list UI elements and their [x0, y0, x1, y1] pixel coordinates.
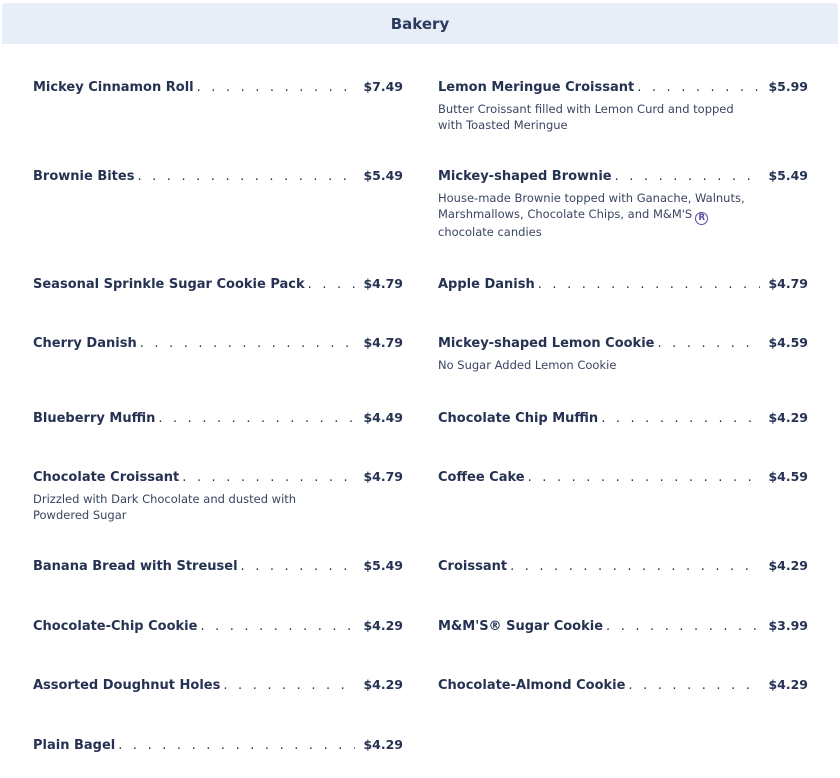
leader-dots: [182, 469, 355, 486]
item-price: $4.59: [768, 469, 808, 484]
menu-item-coffee-cake[interactable]: [438, 468, 808, 486]
leader-dots: [538, 276, 761, 293]
item-price: $4.29: [363, 618, 403, 633]
leader-dots: [657, 335, 760, 352]
item-name: Plain Bagel: [33, 738, 116, 753]
menu-item-seasonal-sprinkle-cookie-pack[interactable]: [33, 275, 403, 293]
item-name: Mickey-shaped Lemon Cookie: [438, 336, 655, 351]
item-name: Chocolate-Almond Cookie: [438, 678, 626, 693]
leader-dots: [606, 618, 760, 635]
item-name: Seasonal Sprinkle Sugar Cookie Pack: [33, 277, 305, 292]
item-name: Chocolate-Chip Cookie: [33, 619, 198, 634]
item-description-text: House-made Brownie topped with Ganache, Walnuts, Marshmallows, Chocolate Chips, and M&M'S: [438, 191, 745, 221]
item-price: $4.29: [768, 558, 808, 573]
item-name: Blueberry Muffin: [33, 411, 156, 426]
item-price: $7.49: [363, 79, 403, 94]
item-name: Cherry Danish: [33, 336, 137, 351]
leader-dots: [137, 168, 355, 185]
menu-item-chocolate-chip-muffin[interactable]: [438, 409, 808, 427]
menu-item-chocolate-croissant[interactable]: [33, 468, 403, 523]
menu-item-mickey-brownie[interactable]: [438, 167, 808, 240]
item-price: $4.79: [363, 469, 403, 484]
item-price: $5.49: [363, 168, 403, 183]
item-name: Coffee Cake: [438, 470, 525, 485]
menu-item-blueberry-muffin[interactable]: [33, 409, 403, 427]
item-price: $5.49: [363, 558, 403, 573]
leader-dots: [223, 677, 355, 694]
menu-item-mickey-lemon-cookie[interactable]: [438, 334, 808, 374]
item-name: Lemon Meringue Croissant: [438, 80, 635, 95]
leader-dots: [601, 410, 760, 427]
item-name: Croissant: [438, 559, 508, 574]
item-description: Butter Croissant filled with Lemon Curd and topped with Toasted Meringue: [438, 102, 734, 132]
item-price: $4.79: [768, 276, 808, 291]
menu-item-plain-bagel[interactable]: [33, 736, 403, 754]
item-price: $4.79: [363, 276, 403, 291]
menu-item-chocolate-chip-cookie[interactable]: [33, 617, 403, 635]
leader-dots: [118, 737, 355, 754]
item-price: $4.29: [768, 677, 808, 692]
item-price: $5.49: [768, 168, 808, 183]
leader-dots: [197, 79, 356, 96]
leader-dots: [200, 618, 355, 635]
item-price: $4.29: [363, 737, 403, 752]
leader-dots: [615, 168, 761, 185]
menu-item-brownie-bites[interactable]: [33, 167, 403, 185]
leader-dots: [510, 558, 760, 575]
item-price: $5.99: [768, 79, 808, 94]
menu-item-chocolate-almond-cookie[interactable]: [438, 676, 808, 694]
item-name: Mickey Cinnamon Roll: [33, 80, 194, 95]
item-name: Mickey-shaped Brownie: [438, 169, 612, 184]
leader-dots: [628, 677, 760, 694]
menu-item-cherry-danish[interactable]: [33, 334, 403, 352]
item-name: Assorted Doughnut Holes: [33, 678, 221, 693]
item-price: $3.99: [768, 618, 808, 633]
item-price: $4.59: [768, 335, 808, 350]
menu-item-mickey-cinnamon-roll[interactable]: [33, 78, 403, 96]
menu-item-mms-sugar-cookie[interactable]: [438, 617, 808, 635]
leader-dots: [637, 79, 760, 96]
item-name: M&M'S® Sugar Cookie: [438, 619, 604, 634]
item-price: $4.79: [363, 335, 403, 350]
item-description: Drizzled with Dark Chocolate and dusted with Powdered Sugar: [33, 492, 297, 522]
item-price: $4.49: [363, 410, 403, 425]
item-name: Banana Bread with Streusel: [33, 559, 238, 574]
section-title: Bakery: [390, 14, 450, 33]
menu-item-lemon-meringue-croissant[interactable]: [438, 78, 808, 133]
menu-item-doughnut-holes[interactable]: [33, 676, 403, 694]
leader-dots: [158, 410, 355, 427]
item-price: $4.29: [363, 677, 403, 692]
bakery-header: [2, 3, 838, 44]
item-name: Apple Danish: [438, 277, 535, 292]
item-name: Chocolate Chip Muffin: [438, 411, 599, 426]
registered-trademark-icon: R: [695, 212, 708, 225]
item-description: No Sugar Added Lemon Cookie: [438, 358, 617, 372]
menu-item-banana-bread[interactable]: [33, 557, 403, 575]
leader-dots: [241, 558, 356, 575]
item-description-text-end: chocolate candies: [438, 224, 542, 239]
menu-item-croissant[interactable]: [438, 557, 808, 575]
item-description: [438, 191, 758, 240]
leader-dots: [528, 469, 761, 486]
leader-dots: [140, 335, 356, 352]
item-name: Chocolate Croissant: [33, 470, 180, 485]
item-name: Brownie Bites: [33, 169, 135, 184]
leader-dots: [308, 276, 356, 293]
item-price: $4.29: [768, 410, 808, 425]
menu-item-apple-danish[interactable]: [438, 275, 808, 293]
